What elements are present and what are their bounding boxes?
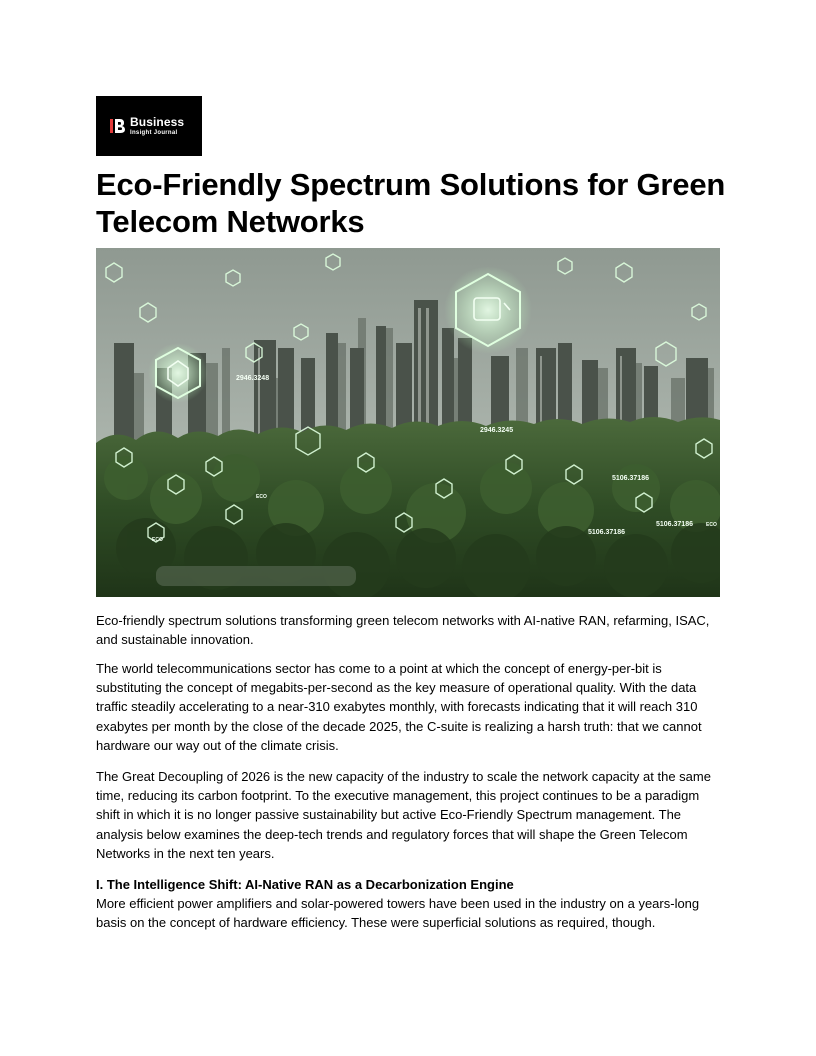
brand-logo[interactable] <box>96 96 202 156</box>
overlay-value: 2946.3245 <box>480 427 514 434</box>
section-heading: I. The Intelligence Shift: AI-Native RAN as a Decarbonization Engine <box>96 877 514 892</box>
overlay-badge: ECO <box>256 494 267 500</box>
body-paragraph: The Great Decoupling of 2026 is the new capacity of the industry to scale the network capacity at the same time, reducing its carbon footprint. To the executive management, this project continues to be a paradigm shift in which it is no longer passive sustainability but active Eco-Friendly Spectrum management. The analysis below examines the deep-tech trends and regulatory forces that will shape the Green Telecom Networks in the next ten years. <box>96 769 711 861</box>
brand-subtitle: Insight Journal <box>130 130 178 136</box>
brand-b-icon <box>110 116 126 136</box>
image-caption: Eco-friendly spectrum solutions transforming green telecom networks with AI-native RAN, refarming, ISAC, and sustainable innovation. <box>96 613 710 648</box>
overlay-value: 5106.37186 <box>656 521 693 528</box>
hero-image <box>96 248 720 597</box>
body-paragraph: The world telecommunications sector has come to a point at which the concept of energy-per-bit is substituting the concept of megabits-per-second as the key measure of operational quality. With the data traffic steadily accelerating to a near-310 exabytes monthly, with forecasts indicating that it will reach 310 exabytes per month by the close of the decade 2025, the C-suite is realizing a harsh truth: that we cannot hardware our way out of the climate crisis. <box>96 661 702 753</box>
overlay-value: 2946.3248 <box>236 375 270 382</box>
overlay-badge: ECO <box>152 537 163 543</box>
hero-illustration <box>96 248 720 597</box>
overlay-value: 5106.37186 <box>588 529 625 536</box>
brand-name: Business <box>130 115 185 129</box>
body-paragraph: More efficient power amplifiers and solar-powered towers have been used in the industry on a years-long basis on the concept of hardware efficiency. These were superficial solutions as required, though. <box>96 896 700 931</box>
overlay-value: 5106.37186 <box>612 475 649 482</box>
overlay-badge: ECO <box>706 522 717 528</box>
article-title: Eco-Friendly Spectrum Solutions for Green Telecom Networks <box>96 167 726 239</box>
